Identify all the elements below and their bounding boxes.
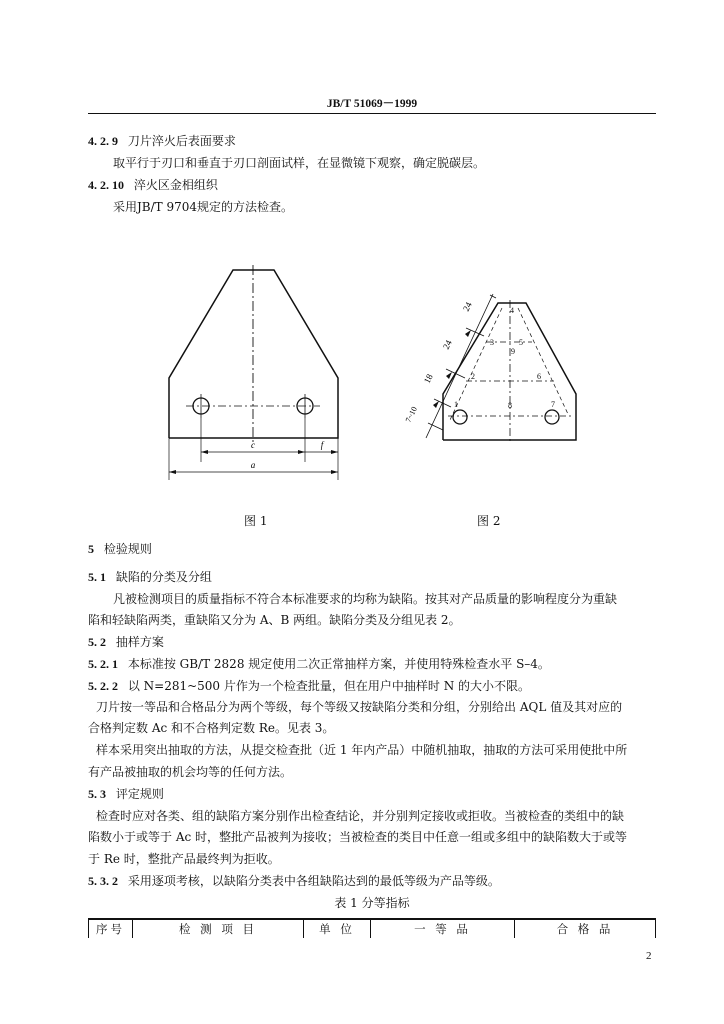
section-5-2-2-para-2-line-2: 有产品被抽取的机会均等的任何方法。 xyxy=(88,765,293,779)
col-header-test-item: 检 测 项 目 xyxy=(133,919,304,938)
section-5-2-2-para-2-line-1: 样本采用突出抽取的方法，从提交检查批（近 1 年内产品）中随机抽取，抽取的方法可采用使批中所 xyxy=(96,743,628,757)
section-title: 淬火区金相组织 xyxy=(133,178,218,192)
section-number: 5. 3 xyxy=(88,787,106,801)
section-title: 检验规则 xyxy=(103,542,152,556)
section-5-2-2-para-1-line-1: 刀片按一等品和合格品分为两个等级，每个等级又按缺陷分类和分组，分别给出 AQL 值及其对应的 xyxy=(96,700,623,714)
table-header-row xyxy=(89,919,656,938)
test-point-5: 5 xyxy=(519,338,523,347)
section-5-2-2 xyxy=(88,678,530,694)
section-5-1-line-1: 凡被检测项目的质量指标不符合本标准要求的均称为缺陷。按其对产品质量的影响程度分为重缺 xyxy=(113,592,618,606)
section-number: 5. 2 xyxy=(88,635,106,649)
test-point-2: 2 xyxy=(471,372,475,381)
dim-label-24-mid: 24 xyxy=(440,338,454,351)
section-text: 以 N=281~500 片作为一个检查批量，但在用户中抽样时 N 的大小不限。 xyxy=(127,679,531,693)
test-point-1: 1 xyxy=(454,400,458,409)
dim-label-c: c xyxy=(251,440,255,450)
section-5-3-line-1: 检查时应对各类、组的缺陷方案分别作出检查结论，并分别判定接收或拒收。当被检查的类组中的缺 xyxy=(96,809,625,823)
section-number: 5. 2. 2 xyxy=(88,679,118,693)
section-5-1-heading xyxy=(88,569,212,585)
section-4-2-9-body: 取平行于刃口和垂直于刃口剖面试样，在显微镜下观察，确定脱碳层。 xyxy=(113,156,486,170)
figure-1-blade-drawing xyxy=(160,262,360,487)
section-number: 4. 2. 10 xyxy=(88,178,124,192)
standard-number-header: JB/T 51069－1999 xyxy=(326,98,418,110)
section-text: 采用逐项考核，以缺陷分类表中各组缺陷达到的最低等级为产品等级。 xyxy=(127,874,500,888)
test-point-6: 6 xyxy=(537,372,541,381)
section-number: 5. 3. 2 xyxy=(88,874,118,888)
test-point-7: 7 xyxy=(551,400,555,409)
section-4-2-9-heading xyxy=(88,133,236,149)
col-header-unit: 单 位 xyxy=(304,919,371,938)
test-point-8: 8 xyxy=(508,401,512,410)
section-5-1-line-2: 陷和轻缺陷两类，重缺陷又分为 A、B 两组。缺陷分类及分组见表 2。 xyxy=(88,613,461,627)
test-point-9: 9 xyxy=(511,347,515,356)
section-number: 5. 2. 1 xyxy=(88,657,118,671)
section-title: 评定规则 xyxy=(115,787,164,801)
figure-1-caption: 图 1 xyxy=(244,514,268,528)
dim-label-f: f xyxy=(320,440,324,450)
section-4-2-10-body: 采用JB/T 9704规定的方法检查。 xyxy=(113,200,294,214)
section-5-3-line-3: 于 Re 时，整批产品最终判为拒收。 xyxy=(88,852,280,866)
table-1-grading-indicators xyxy=(88,918,656,938)
section-number: 4. 2. 9 xyxy=(88,134,118,148)
header-rule xyxy=(88,113,656,114)
section-5-3-line-2: 陷数小于或等于 Ac 时，整批产品被判为接收；当被检查的类目中任意一组或多组中的缺陷数大于或等 xyxy=(88,830,628,844)
figure-2-test-points-drawing xyxy=(398,290,588,455)
figure-2-caption: 图 2 xyxy=(477,514,501,528)
section-5-heading xyxy=(88,541,152,557)
test-point-4: 4 xyxy=(510,306,514,315)
page-number: 2 xyxy=(646,950,652,962)
section-number: 5. 1 xyxy=(88,570,106,584)
dim-label-a: a xyxy=(250,460,256,470)
section-5-2-1 xyxy=(88,656,550,672)
section-title: 刀片淬火后表面要求 xyxy=(127,134,236,148)
section-5-2-heading xyxy=(88,634,164,650)
col-header-first-grade: 一 等 品 xyxy=(371,919,515,938)
section-title: 抽样方案 xyxy=(115,635,164,649)
table-1-caption: 表 1 分等指标 xyxy=(334,896,410,910)
col-header-qualified: 合 格 品 xyxy=(515,919,656,938)
test-point-3: 3 xyxy=(490,338,494,347)
section-number: 5 xyxy=(88,542,94,556)
section-title: 缺陷的分类及分组 xyxy=(115,570,212,584)
section-4-2-10-heading xyxy=(88,177,218,193)
col-header-serial: 序号 xyxy=(89,919,133,938)
section-5-2-2-para-1-line-2: 合格判定数 Ac 和不合格判定数 Re。见表 3。 xyxy=(88,721,335,735)
dim-label-18: 18 xyxy=(421,372,435,385)
section-5-3-heading xyxy=(88,786,164,802)
dim-label-24-top: 24 xyxy=(460,300,474,313)
dim-label-7-10: 7~10 xyxy=(403,405,419,424)
section-5-3-2 xyxy=(88,873,500,889)
section-text: 本标准按 GB/T 2828 规定使用二次正常抽样方案，并使用特殊检查水平 S–4。 xyxy=(127,657,550,671)
